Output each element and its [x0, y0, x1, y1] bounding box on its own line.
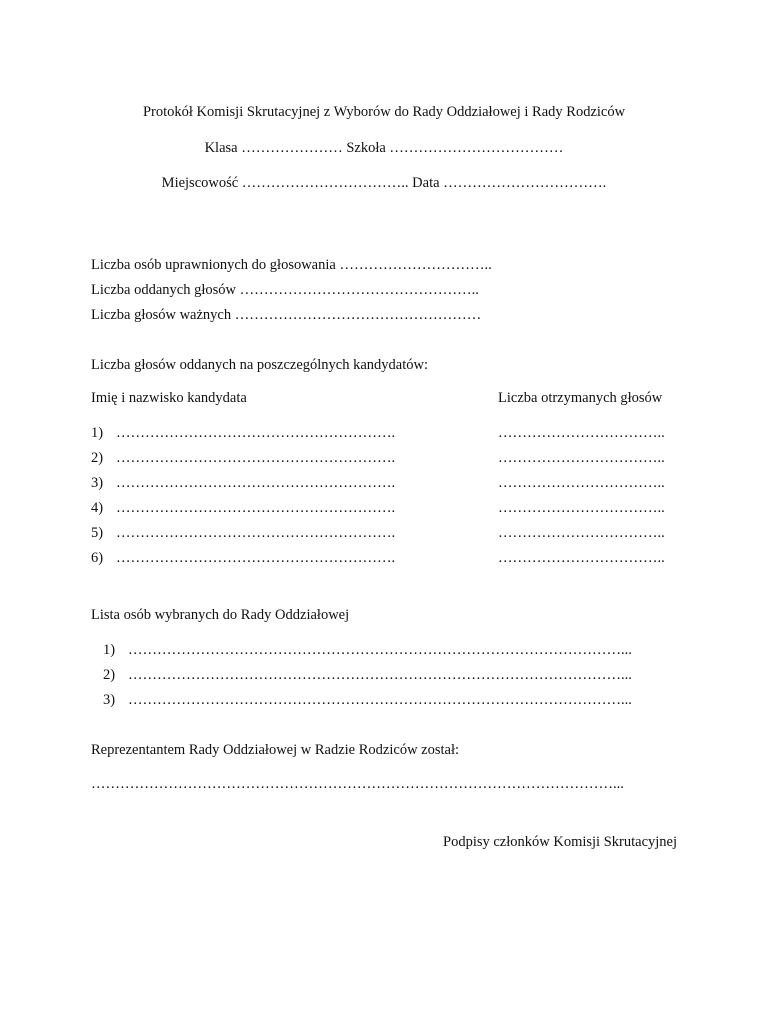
class-school-line: Klasa ………………… Szkoła ……………………………… — [204, 140, 564, 156]
representative-field: ………………………………………………………………………………………………... — [91, 776, 624, 792]
list-item-number: 5) — [91, 525, 104, 541]
candidate-name-field: …………………………………………………. — [116, 450, 396, 466]
list-item-number: 1) — [91, 425, 104, 441]
elected-name-field: …………………………………………………………………………………………... — [128, 667, 632, 683]
list-item-number: 3) — [91, 475, 104, 491]
signatures-label: Podpisy członków Komisji Skrutacyjnej — [443, 834, 677, 850]
votes-cast-line: Liczba oddanych głosów ………………………………………….. — [91, 282, 479, 298]
list-item-number: 3) — [103, 692, 116, 708]
elected-name-field: …………………………………………………………………………………………... — [128, 642, 632, 658]
protocol-title: Protokół Komisji Skrutacyjnej z Wyborów do Rady Oddziałowej i Rady Rodziców — [142, 104, 626, 120]
candidate-votes-field: …………………………….. — [498, 475, 665, 491]
valid-votes-line: Liczba głosów ważnych …………………………………………… — [91, 307, 482, 323]
candidate-name-field: …………………………………………………. — [116, 425, 396, 441]
candidates-intro: Liczba głosów oddanych na poszczególnych kandydatów: — [91, 357, 429, 373]
list-item-number: 6) — [91, 550, 104, 566]
column-header-votes: Liczba otrzymanych głosów — [498, 390, 663, 406]
candidate-name-field: …………………………………………………. — [116, 475, 396, 491]
list-item-number: 4) — [91, 500, 104, 516]
elected-name-field: …………………………………………………………………………………………... — [128, 692, 632, 708]
elected-list-title: Lista osób wybranych do Rady Oddziałowej — [91, 607, 350, 623]
candidate-votes-field: …………………………….. — [498, 450, 665, 466]
candidate-votes-field: …………………………….. — [498, 425, 665, 441]
candidate-name-field: …………………………………………………. — [116, 500, 396, 516]
representative-label: Reprezentantem Rady Oddziałowej w Radzie Rodziców został: — [91, 742, 460, 758]
list-item-number: 1) — [103, 642, 116, 658]
candidate-name-field: …………………………………………………. — [116, 550, 396, 566]
column-header-name: Imię i nazwisko kandydata — [91, 390, 247, 406]
list-item-number: 2) — [103, 667, 116, 683]
candidate-votes-field: …………………………….. — [498, 550, 665, 566]
eligible-voters-line: Liczba osób uprawnionych do głosowania ………………………….. — [91, 257, 492, 273]
candidate-votes-field: …………………………….. — [498, 500, 665, 516]
candidate-votes-field: …………………………….. — [498, 525, 665, 541]
list-item-number: 2) — [91, 450, 104, 466]
candidate-name-field: …………………………………………………. — [116, 525, 396, 541]
place-date-line: Miejscowość …………………………….. Data ……………………………. — [161, 175, 607, 191]
